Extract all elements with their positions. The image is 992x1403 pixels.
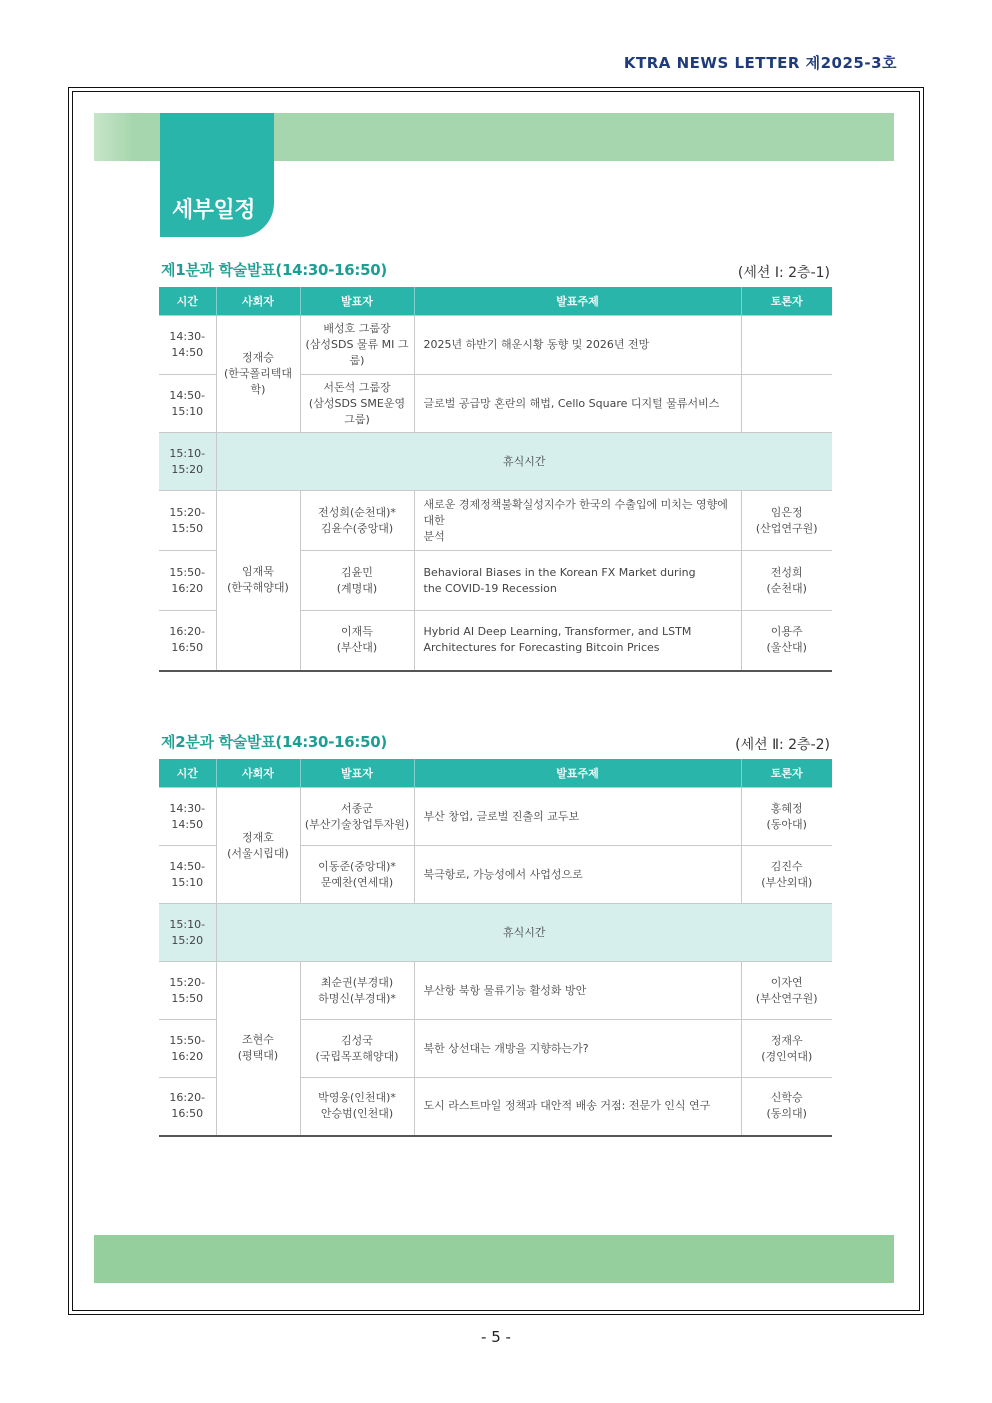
topic-cell: 북극항로, 가능성에서 사업성으로	[414, 846, 741, 904]
time-cell: 15:50- 16:20	[159, 1020, 216, 1078]
chair-cell: 조현수 (평택대)	[216, 962, 300, 1136]
discussant-cell: 전성희 (순천대)	[741, 551, 832, 611]
chair-cell: 정재호 (서울시립대)	[216, 788, 300, 904]
table-header-row	[159, 759, 832, 788]
presenter-cell: 이재득 (부산대)	[300, 611, 414, 671]
topic-cell: 도시 라스트마일 정책과 대안적 배송 거점: 전문가 인식 연구	[414, 1078, 741, 1136]
section-tab-label: 세부일정	[172, 198, 256, 223]
time-cell: 15:20- 15:50	[159, 962, 216, 1020]
session2-table	[159, 759, 832, 1137]
time-cell: 16:20- 16:50	[159, 1078, 216, 1136]
session1-room: (세션 Ⅰ: 2층-1)	[737, 265, 830, 281]
col-header-time: 시간	[159, 759, 216, 788]
discussant-cell: 이용주 (울산대)	[741, 611, 832, 671]
table-row	[159, 316, 832, 375]
topic-cell: Hybrid AI Deep Learning, Transformer, and LSTM Architectures for Forecasting Bitcoin Prices	[414, 611, 741, 671]
presenter-cell: 김성국 (국립목포해양대)	[300, 1020, 414, 1078]
col-header-chair: 사회자	[216, 287, 300, 316]
newsletter-header-title: KTRA NEWS LETTER 제2025-3호	[623, 54, 897, 72]
table-row	[159, 491, 832, 551]
time-cell: 15:50- 16:20	[159, 551, 216, 611]
col-header-time: 시간	[159, 287, 216, 316]
topic-cell: Behavioral Biases in the Korean FX Market during the COVID-19 Recession	[414, 551, 741, 611]
chair-cell: 정재승 (한국폴리텍대학)	[216, 316, 300, 433]
topic-cell: 부산 창업, 글로벌 진출의 교두보	[414, 788, 741, 846]
presenter-cell: 박영웅(인천대)* 안승범(인천대)	[300, 1078, 414, 1136]
col-header-chair: 사회자	[216, 759, 300, 788]
time-cell: 14:30- 14:50	[159, 316, 216, 375]
time-cell: 14:30- 14:50	[159, 788, 216, 846]
discussant-cell: 홍혜정 (동아대)	[741, 788, 832, 846]
presenter-cell: 서종군 (부산기술창업투자원)	[300, 788, 414, 846]
topic-cell: 글로벌 공급망 혼란의 해법, Cello Square 디지털 물류서비스	[414, 375, 741, 433]
time-cell: 15:10- 15:20	[159, 433, 216, 491]
session2-room: (세션 Ⅱ: 2층-2)	[735, 737, 830, 753]
discussant-cell	[741, 316, 832, 375]
time-cell: 14:50- 15:10	[159, 375, 216, 433]
col-header-topic: 발표주제	[414, 287, 741, 316]
col-header-presenter: 발표자	[300, 759, 414, 788]
col-header-discussant: 토론자	[741, 759, 832, 788]
presenter-cell: 이동준(중앙대)* 문예찬(연세대)	[300, 846, 414, 904]
bottom-green-band	[94, 1235, 894, 1283]
time-cell: 14:50- 15:10	[159, 846, 216, 904]
presenter-cell: 전성희(순천대)* 김윤수(중앙대)	[300, 491, 414, 551]
break-label: 휴식시간	[216, 433, 832, 491]
discussant-cell	[741, 375, 832, 433]
band-texture	[94, 113, 134, 161]
time-cell: 15:20- 15:50	[159, 491, 216, 551]
chair-cell: 임재묵 (한국해양대)	[216, 491, 300, 671]
page-number: - 5 -	[481, 1328, 511, 1346]
topic-cell: 새로운 경제정책불확실성지수가 한국의 수출입에 미치는 영향에 대한 분석	[414, 491, 741, 551]
presenter-cell: 최순권(부경대) 하명신(부경대)*	[300, 962, 414, 1020]
presenter-cell: 김윤민 (계명대)	[300, 551, 414, 611]
time-cell: 16:20- 16:50	[159, 611, 216, 671]
session2-title: 제2분과 학술발표(14:30-16:50)	[161, 733, 387, 751]
col-header-discussant: 토론자	[741, 287, 832, 316]
discussant-cell: 김진수 (부산외대)	[741, 846, 832, 904]
break-row	[159, 433, 832, 491]
col-header-topic: 발표주제	[414, 759, 741, 788]
col-header-presenter: 발표자	[300, 287, 414, 316]
topic-cell: 부산항 북항 물류기능 활성화 방안	[414, 962, 741, 1020]
table-row	[159, 788, 832, 846]
session1-title: 제1분과 학술발표(14:30-16:50)	[161, 261, 387, 279]
topic-cell: 북한 상선대는 개방을 지향하는가?	[414, 1020, 741, 1078]
topic-cell: 2025년 하반기 해운시황 동향 및 2026년 전망	[414, 316, 741, 375]
discussant-cell: 신학승 (동의대)	[741, 1078, 832, 1136]
table-header-row	[159, 287, 832, 316]
presenter-cell: 서돈석 그룹장 (삼성SDS SME운영그룹)	[300, 375, 414, 433]
time-cell: 15:10- 15:20	[159, 904, 216, 962]
presenter-cell: 배성호 그룹장 (삼성SDS 물류 MI 그룹)	[300, 316, 414, 375]
session1-table	[159, 287, 832, 672]
discussant-cell: 임은정 (산업연구원)	[741, 491, 832, 551]
break-row	[159, 904, 832, 962]
discussant-cell: 정재우 (경인여대)	[741, 1020, 832, 1078]
discussant-cell: 이자연 (부산연구원)	[741, 962, 832, 1020]
table-row	[159, 962, 832, 1020]
break-label: 휴식시간	[216, 904, 832, 962]
